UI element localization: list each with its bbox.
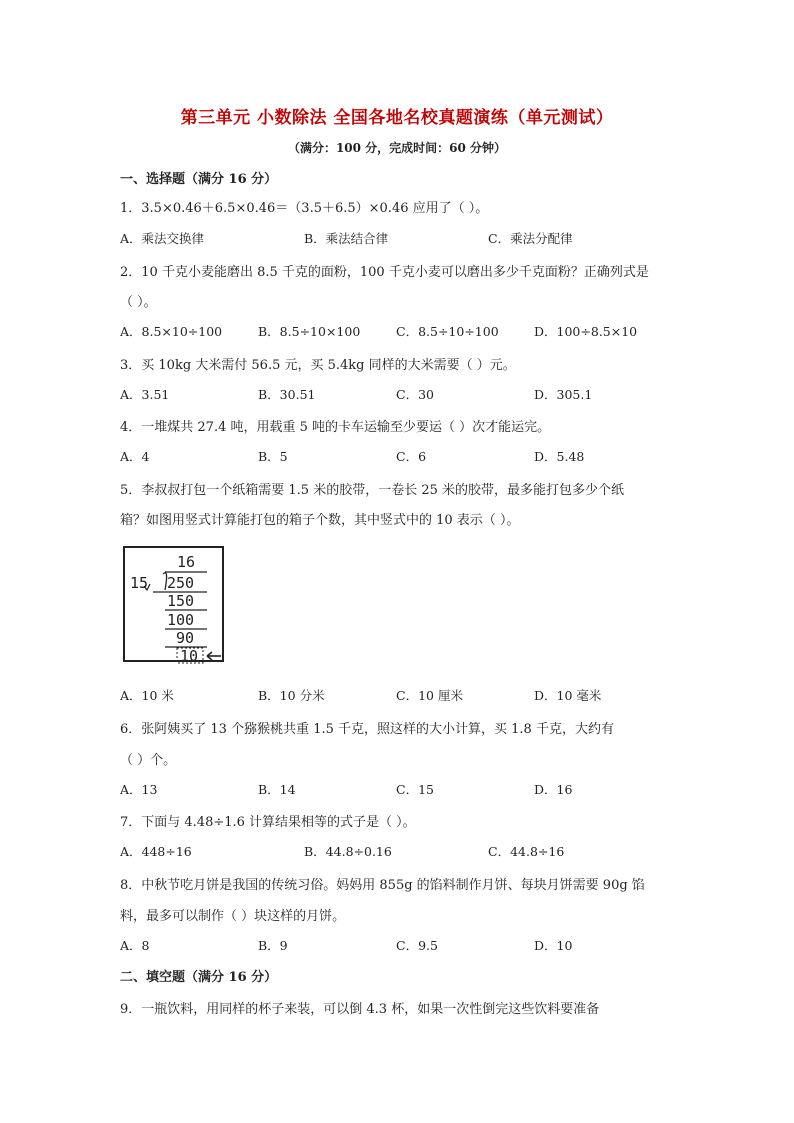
q3-option-d: D．305.1 (534, 387, 593, 402)
q3-option-c: C．30 (396, 387, 434, 402)
q1-option-c: C．乘法分配律 (488, 231, 573, 246)
partial-product-1: 150 (167, 592, 195, 610)
q5-option-c: C．10 厘米 (396, 688, 463, 703)
q2-option-c: C．8.5÷10÷100 (396, 324, 499, 339)
question-2-text-line2: （ ）。 (120, 295, 157, 310)
q1-option-a: A．乘法交换律 (120, 231, 205, 246)
question-8-text-line2: 料，最多可以制作（ ）块这样的月饼。 (120, 909, 346, 924)
q7-option-c: C．44.8÷16 (488, 844, 565, 859)
q3-option-a: A．3.51 (120, 387, 170, 402)
q7-option-a: A．448÷16 (120, 844, 192, 859)
q2-option-a: A．8.5×10÷100 (120, 324, 223, 339)
q2-option-d: D．100÷8.5×10 (534, 324, 638, 339)
q3-option-b: B．30.51 (258, 387, 316, 402)
q8-option-d: D．10 (534, 938, 573, 953)
q6-option-b: B．14 (258, 782, 296, 797)
q8-option-c: C．9.5 (396, 938, 438, 953)
dividend-digits: 250 (167, 574, 195, 592)
q6-option-c: C．15 (396, 782, 434, 797)
question-6-text-line1: 6．张阿姨买了 13 个猕猴桃共重 1.5 千克，照这样的大小计算，买 1.8 千克，大约有 (120, 722, 614, 737)
q5-option-d: D．10 毫米 (534, 688, 602, 703)
q8-option-b: B．9 (258, 938, 288, 953)
long-division-figure (123, 546, 224, 662)
q4-option-c: C．6 (396, 449, 427, 464)
q4-option-b: B．5 (258, 449, 288, 464)
partial-remainder-1: 100 (167, 611, 195, 629)
quotient-digits: 16 (177, 553, 196, 571)
q8-option-a: A．8 (120, 938, 150, 953)
q4-option-a: A．4 (120, 449, 150, 464)
partial-product-2: 90 (176, 629, 195, 647)
divisor-digits: 15 (130, 574, 149, 592)
page-subtitle: （满分：100 分，完成时间：60 分钟） (287, 141, 507, 155)
q6-option-a: A．13 (120, 782, 158, 797)
q1-option-b: B．乘法结合律 (304, 231, 389, 246)
question-3-text: 3．买 10kg 大米需付 56.5 元，买 5.4kg 同样的大米需要（ ）元。 (120, 358, 516, 373)
question-2-text-line1: 2．10 千克小麦能磨出 8.5 千克的面粉，100 千克小麦可以磨出多少千克面粉？正确列式是 (120, 265, 649, 280)
question-8-text-line1: 8．中秋节吃月饼是我国的传统习俗。妈妈用 855g 的馅料制作月饼、每块月饼需要 90g 馅 (120, 878, 645, 893)
page-title: 第三单元 小数除法 全国各地名校真题演练（单元测试） (180, 108, 614, 128)
question-6-text-line2: （ ）个。 (120, 753, 177, 768)
question-7-text: 7．下面与 4.48÷1.6 计算结果相等的式子是（ ）。 (120, 815, 416, 830)
section-heading-choice: 一、选择题（满分 16 分） (120, 172, 278, 187)
question-1-text: 1．3.5×0.46＋6.5×0.46＝（3.5＋6.5）×0.46 应用了（ ）。 (120, 201, 489, 216)
question-9-text-line1: 9．一瓶饮料，用同样的杯子来装，可以倒 4.3 杯，如果一次性倒完这些饮料要准备 (120, 1002, 600, 1017)
question-5-text-line1: 5．李叔叔打包一个纸箱需要 1.5 米的胶带，一卷长 25 米的胶带，最多能打包多少个纸 (120, 483, 625, 498)
section-heading-fill: 二、填空题（满分 16 分） (120, 970, 278, 985)
question-4-text: 4．一堆煤共 27.4 吨，用载重 5 吨的卡车运输至少要运（ ）次才能运完。 (120, 420, 551, 435)
q6-option-d: D．16 (534, 782, 573, 797)
division-bracket (163, 573, 167, 590)
final-remainder: 10 (180, 647, 199, 664)
q2-option-b: B．8.5÷10×100 (258, 324, 361, 339)
q5-option-b: B．10 分米 (258, 688, 325, 703)
q7-option-b: B．44.8÷0.16 (304, 844, 392, 859)
q4-option-d: D．5.48 (534, 449, 585, 464)
question-5-text-line2: 箱？如图用竖式计算能打包的箱子个数，其中竖式中的 10 表示（ ）。 (120, 513, 520, 528)
q5-option-a: A．10 米 (120, 688, 174, 703)
